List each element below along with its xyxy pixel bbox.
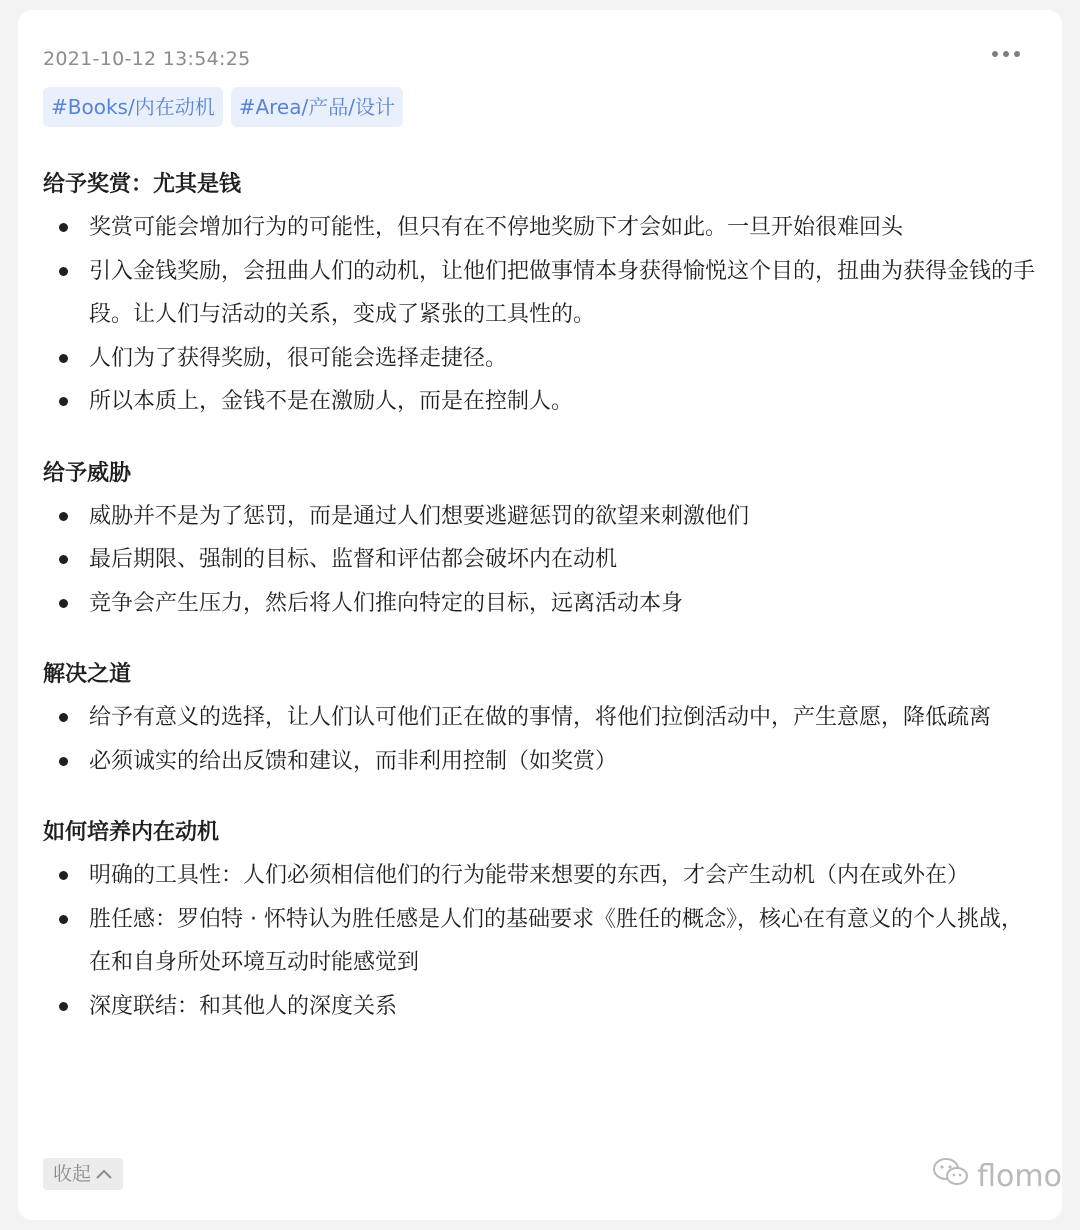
tag-area-product-design[interactable]: #Area/产品/设计 [231, 87, 403, 127]
section-title: 解决之道 [43, 662, 132, 687]
list-item: 给予有意义的选择，让人们认可他们正在做的事情，将他们拉倒活动中，产生意愿，降低疏离 [43, 696, 1043, 740]
chevron-up-icon [95, 1168, 113, 1180]
section-threats [43, 453, 1043, 626]
wechat-icon [931, 1156, 971, 1196]
section-title: 如何培养内在动机 [43, 820, 220, 845]
list-item: 奖赏可能会增加行为的可能性，但只有在不停地奖励下才会如此。一旦开始很难回头 [43, 206, 1043, 250]
wechat-watermark [931, 1156, 1062, 1196]
memo-card [18, 10, 1062, 1220]
collapse-button[interactable] [43, 1158, 123, 1190]
more-dot [1014, 51, 1020, 57]
bullet-list [43, 854, 1043, 1028]
list-item: 最后期限、强制的目标、监督和评估都会破坏内在动机 [43, 538, 1043, 582]
more-options-button[interactable] [988, 45, 1024, 63]
tag-books-intrinsic-motivation[interactable]: #Books/内在动机 [43, 87, 223, 127]
memo-content [43, 164, 1043, 1057]
section-solutions [43, 654, 1043, 783]
list-item: 必须诚实的给出反馈和建议，而非利用控制（如奖赏） [43, 740, 1043, 784]
watermark-text: flomo [977, 1158, 1062, 1194]
section-cultivate [43, 812, 1043, 1028]
list-item: 明确的工具性：人们必须相信他们的行为能带来想要的东西，才会产生动机（内在或外在） [43, 854, 1043, 898]
bullet-list [43, 696, 1043, 783]
list-item: 深度联结：和其他人的深度关系 [43, 985, 1043, 1029]
collapse-label: 收起 [53, 1163, 92, 1185]
list-item: 引入金钱奖励，会扭曲人们的动机，让他们把做事情本身获得愉悦这个目的，扭曲为获得金钱的手段。让人们与活动的关系，变成了紧张的工具性的。 [43, 250, 1043, 337]
section-title: 给予奖赏：尤其是钱 [43, 172, 242, 197]
tag-list [43, 87, 403, 127]
list-item: 威胁并不是为了惩罚，而是通过人们想要逃避惩罚的欲望来刺激他们 [43, 495, 1043, 539]
more-dot [1003, 51, 1009, 57]
section-rewards [43, 164, 1043, 424]
list-item: 人们为了获得奖励，很可能会选择走捷径。 [43, 337, 1043, 381]
list-item: 竞争会产生压力，然后将人们推向特定的目标，远离活动本身 [43, 582, 1043, 626]
memo-timestamp: 2021-10-12 13:54:25 [43, 48, 251, 70]
bullet-list [43, 206, 1043, 424]
list-item: 胜任感：罗伯特 · 怀特认为胜任感是人们的基础要求《胜任的概念》，核心在有意义的个人挑战，在和自身所处环境互动时能感觉到 [43, 898, 1043, 985]
more-horizontal-icon [992, 51, 998, 57]
bullet-list [43, 495, 1043, 626]
section-title: 给予威胁 [43, 460, 132, 486]
list-item: 所以本质上，金钱不是在激励人，而是在控制人。 [43, 380, 1043, 424]
